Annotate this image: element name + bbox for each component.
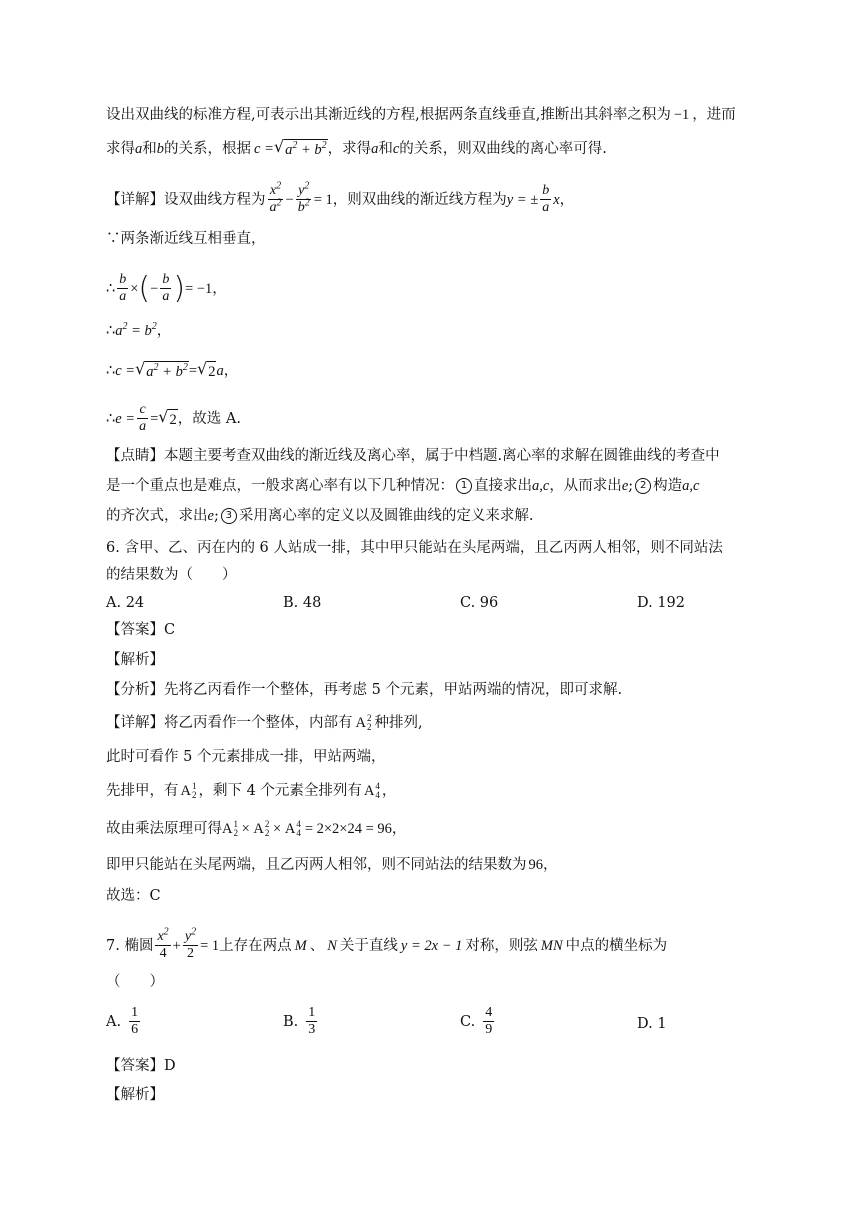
text: 【解析】: [106, 652, 164, 668]
text: 采用离心率的定义以及圆锥曲线的定义来求解.: [238, 508, 534, 524]
label: 【点睛】: [106, 448, 164, 464]
math-A22: A 2 2: [253, 819, 270, 838]
a2b2-line: ∴ $a^2 = b^2$ ，: [106, 321, 172, 339]
text: 直接求出: [474, 478, 532, 494]
therefore-symbol: ∴: [106, 410, 116, 427]
option-d: D. 1: [637, 1016, 667, 1032]
text: 设出双曲线的标准方程,可表示出其渐近线的方程,根据两条直线垂直,推断出其斜率之积为: [106, 107, 671, 123]
text: 此时可看作 5 个元素排成一排，甲站两端，: [106, 749, 386, 765]
comment-line-2: [106, 476, 768, 496]
q6-detail-5: [106, 855, 768, 875]
therefore-symbol: ∴: [106, 363, 116, 379]
text: ，故选 A.: [177, 410, 241, 427]
math-a: a: [371, 141, 379, 157]
math-asymptote: y = ±: [506, 191, 539, 208]
math-frac-ba: $\frac{b}{a}$: [162, 272, 170, 304]
q7-options: [106, 1003, 766, 1043]
q7-stem-1: 7. 椭圆 $\frac{x^2}{4}$ + $\frac{y^2}{2}$ = 1 上存在两点 M 、 N 关于直线 y = 2x − 1 对称，则弦 MN 中点的横坐标为: [106, 926, 668, 961]
q7-paren: [106, 972, 768, 992]
math-product: = 2×2×24 = 96: [304, 821, 392, 837]
q6-detail-1: [106, 713, 768, 733]
text: 是一个重点也是难点，一般求离心率有以下几种情况：: [106, 478, 454, 494]
text: 故由乘法原理可得: [106, 821, 222, 837]
therefore-symbol: ∴: [106, 323, 116, 339]
math-frac-ba: $\frac{b}{a}$: [542, 183, 550, 215]
text: 7. 椭圆: [106, 937, 154, 954]
q6-answer: [106, 620, 768, 640]
comment-line-3: [106, 506, 768, 526]
q6-fenxi: [106, 680, 768, 700]
text: 的关系，则双曲线的离心率可得.: [399, 141, 607, 157]
math-neg1: −1: [673, 107, 690, 123]
analysis-line-2: [106, 138, 768, 160]
text: ，: [391, 821, 407, 837]
math-ac: a,c: [682, 478, 700, 494]
text: 本题主要考查双曲线的渐近线及离心率，属于中档题.离心率的求解在圆锥曲线的考查中: [164, 448, 720, 464]
text: 关于直线: [339, 937, 398, 954]
text: 种排列,: [374, 715, 423, 731]
text: ，剩下 4 个元素全排列有: [198, 783, 362, 799]
text: 中点的横坐标为: [565, 937, 668, 954]
c-line: ∴ c = √ $a^2 + b^2$ = √ 2 a ，: [106, 359, 239, 380]
circled-2: 2: [635, 478, 651, 494]
math-e: e: [621, 478, 629, 494]
text: 上存在两点: [219, 937, 292, 954]
text: 的结果数为（ ）: [106, 567, 237, 583]
option-b: B. $\frac{1}{3}$: [283, 1005, 316, 1037]
text: 对称，则弦: [465, 937, 538, 954]
q6-detail-3: 先排甲，有 A 1 2 ，剩下 4 个元素全排列有 A 4 4 ，: [106, 781, 397, 800]
math-c: c: [392, 141, 400, 157]
math-A21: A 1 2: [222, 819, 238, 838]
text: ，进而: [692, 107, 736, 123]
math-M: M: [294, 937, 307, 954]
math-A22: A 2 2: [355, 713, 372, 732]
text: 6. 含甲、乙、丙在内的 6 人站成一排，其中甲只能站在头尾两端，且乙丙两人相邻，则不同站法: [106, 540, 723, 556]
q6-options: [106, 593, 766, 613]
q6-detail-4: 故由乘法原理可得 A 1 2 × A 2 2 × A 4 4 = 2×2×24 = 96 ，: [106, 819, 407, 838]
text: ;: [213, 508, 219, 524]
q7-jiexi: [106, 1085, 768, 1105]
math-sqrt2: √ 2: [158, 406, 177, 428]
detail-line-1: 【详解】 设双曲线方程为 $\frac{x^2}{a^2}$ − $\frac{y^2}{b^2}$ = 1 ，则双曲线的渐近线方程为 y = ± $\frac{b}{a}$ x ，: [106, 180, 575, 215]
text: 故选：C: [106, 888, 161, 904]
option-a: A. $\frac{1}{6}$: [106, 1005, 139, 1037]
text: 先排甲，有: [106, 783, 179, 799]
text: ∵两条渐近线互相垂直，: [106, 231, 266, 247]
math-N: N: [327, 937, 337, 954]
math-frac-ca: $\frac{c}{a}$: [139, 402, 147, 434]
text: （ ）: [106, 974, 164, 990]
option-c: C. $\frac{4}{9}$: [460, 1005, 493, 1037]
math-A44: A 4 4: [363, 781, 380, 800]
therefore-symbol: ∴: [106, 280, 116, 297]
text: ，从而求出: [549, 478, 622, 494]
math-frac-x2a2: $\frac{x^2}{a^2}$: [269, 180, 282, 215]
text: 即甲只能站在头尾两端，且乙丙两人相邻，则不同站法的结果数为: [106, 857, 527, 873]
text: ，则双曲线的渐近线方程为: [332, 191, 507, 208]
math-frac-ba: $\frac{b}{a}$: [119, 272, 127, 304]
q6-final: [106, 886, 768, 906]
math-a: a: [135, 141, 143, 157]
text: 设双曲线方程为: [164, 191, 266, 208]
text: 【分析】先将乙丙看作一个整体，再考虑 5 个元素，甲站两端的情况，即可求解.: [106, 682, 623, 698]
label: 【详解】: [106, 191, 164, 208]
q7-answer: [106, 1056, 768, 1076]
text: 【答案】D: [106, 1058, 176, 1074]
circled-1: 1: [456, 478, 472, 494]
perp-line: ∴ $\frac{b}{a}$ × ( − $\frac{b}{a}$ ) = −1 ，: [106, 270, 227, 306]
math-e: e: [207, 508, 214, 524]
circled-3: 3: [221, 508, 237, 524]
text: 的关系，根据: [164, 141, 251, 157]
math-sqrt-a2b2: √ $a^2 + b^2$: [135, 359, 188, 380]
text: 【解析】: [106, 1087, 164, 1103]
math-MN: MN: [540, 937, 563, 954]
math-frac-x2-4: $\frac{x^2}{4}$: [157, 926, 169, 961]
math-A44: A 4 4: [284, 819, 301, 838]
math-b: b: [156, 141, 164, 157]
text: 的齐次式，求出: [106, 508, 208, 524]
q6-stem-1: [106, 538, 768, 558]
text: 构造: [653, 478, 683, 494]
math-frac-y2-2: $\frac{y^2}{2}$: [184, 926, 197, 961]
text: ;: [628, 478, 634, 494]
option-d: D. 192: [637, 595, 686, 611]
text: 和: [142, 141, 157, 157]
math-frac-y2b2: $\frac{y^2}{b^2}$: [297, 180, 310, 215]
math-ac: a,c: [532, 478, 550, 494]
text: ，: [543, 857, 558, 873]
option-b: B. 48: [283, 595, 322, 611]
math-sqrt-a2b2: √ $a^2 + b^2$: [273, 137, 327, 158]
e-line: ∴ e = $\frac{c}{a}$ = √ 2 ，故选 A.: [106, 402, 241, 434]
text: ，求得: [327, 141, 372, 157]
option-c: C. 96: [460, 595, 499, 611]
math-A21: A 1 2: [180, 781, 197, 800]
q6-detail-2: [106, 747, 768, 767]
text: 求得: [106, 141, 135, 157]
analysis-line-1: [106, 105, 768, 125]
math-sqrt2: √ 2: [197, 359, 216, 380]
because-line: [106, 229, 768, 249]
math-line: y = 2x − 1: [400, 937, 463, 954]
text: 【详解】将乙丙看作一个整体，内部有: [106, 715, 353, 731]
text: 和: [378, 141, 393, 157]
text: 、: [309, 937, 325, 954]
math-96: 96: [528, 857, 543, 873]
math-c-eq: c =: [254, 141, 274, 157]
comment-line-1: [106, 446, 768, 466]
q6-jiexi: [106, 650, 768, 670]
math-a2-eq-b2: $a^2 = b^2$: [115, 321, 157, 339]
q6-stem-2: [106, 565, 768, 585]
text: 【答案】C: [106, 622, 176, 638]
option-a: A. 24: [106, 595, 145, 611]
